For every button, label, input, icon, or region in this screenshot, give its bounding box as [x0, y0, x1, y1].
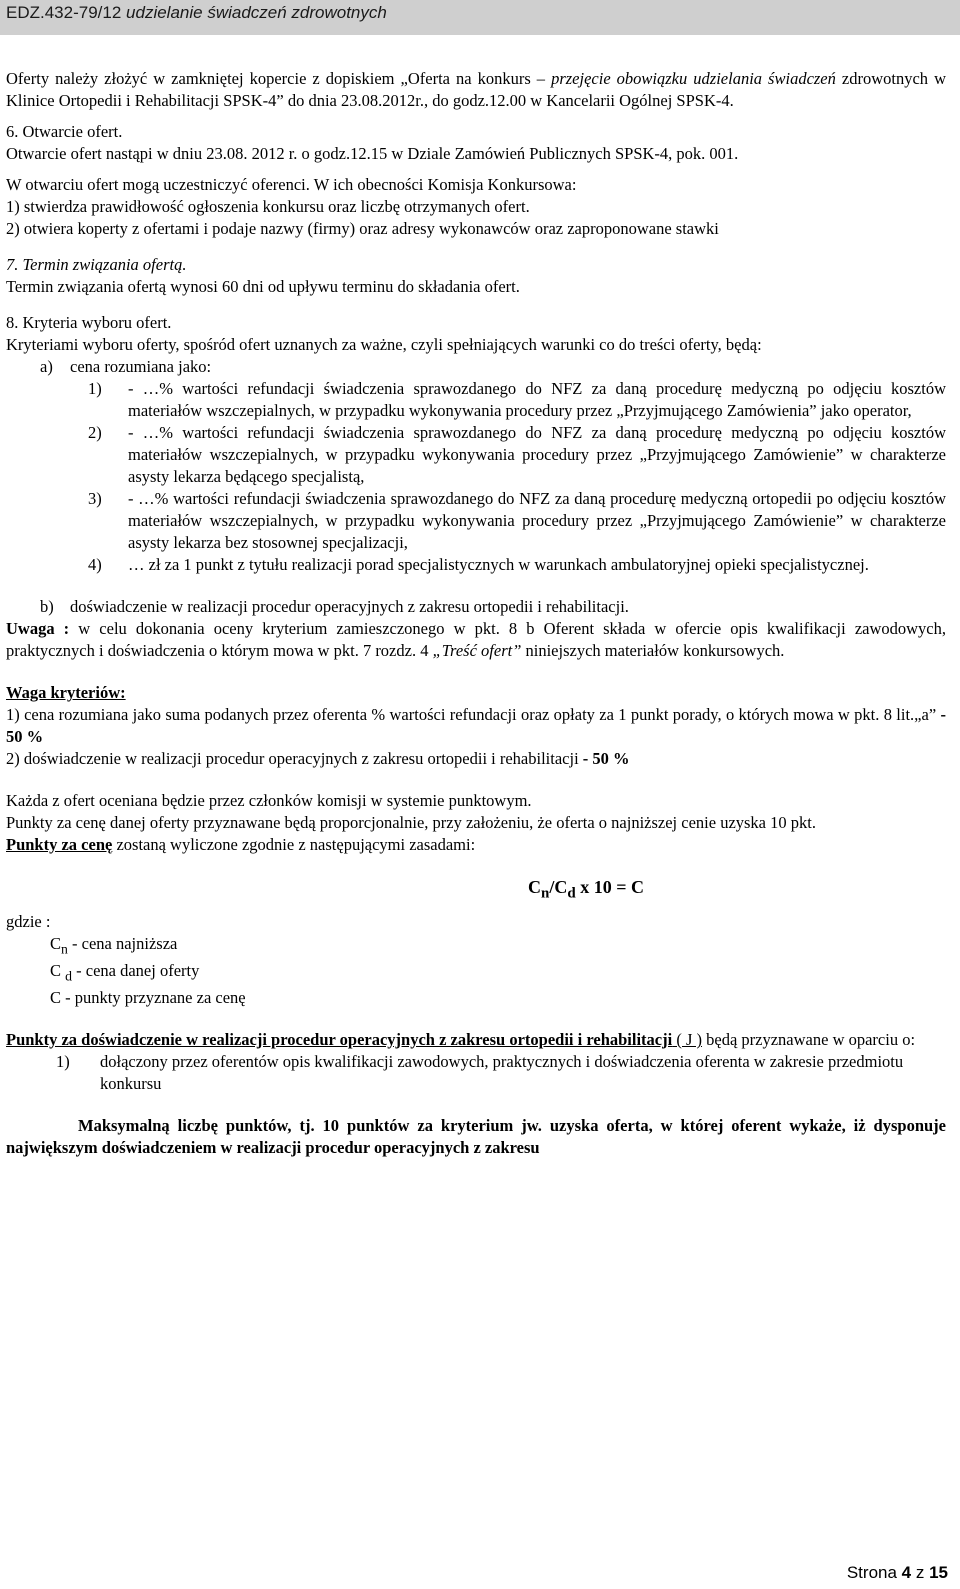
submission-paragraph: Oferty należy złożyć w zamkniętej kopercie z dopiskiem „Oferta na konkurs – przejęcie obowiązku udzielania świadczeń zdrowotnych w Klinice Ortopedii i Rehabilitacji SPSK-4” do dnia 23.08.2012r., do godz.12.00 w Kancelarii Ogólnej SPSK-4.: [6, 69, 946, 110]
experience-heading: Punkty za doświadczenie w realizacji procedur operacyjnych z zakresu ortopedii i rehabilitacji ( J ) będą przyznawane w oparciu o:: [6, 1030, 916, 1050]
section-6-step-2: 2) otwiera koperty z ofertami i podaje nazwy (firmy) oraz adresy wykonawców oraz zaproponowane stawki: [6, 219, 719, 238]
scoring-price-heading: Punkty za cenę zostaną wyliczone zgodnie z następującymi zasadami:: [6, 835, 476, 854]
price-formula: $C_n/C_d$ x 10 = C: [528, 877, 644, 902]
page-number: 4: [901, 1563, 912, 1582]
doc-subject: udzielanie świadczeń zdrowotnych: [126, 3, 387, 22]
page-total: 15: [929, 1563, 948, 1582]
weight-price: 1) cena rozumiana jako suma podanych przez oferenta % wartości refundacji oraz opłaty za 1 punkt porady, o których mowa w pkt. 8 lit.„a” - 50 %: [6, 705, 946, 746]
legend-offer-price: C $_d$ - cena danej oferty: [50, 960, 200, 984]
section-6-heading: 6. Otwarcie ofert.: [6, 122, 123, 141]
scoring-intro: Każda z ofert oceniana będzie przez członków komisji w systemie punktowym.: [6, 791, 532, 810]
section-6-opening-date: Otwarcie ofert nastąpi w dniu 23.08. 2012 r. o godz.12.15 w Dziale Zamówień Publicznych SPSK-4, pok. 001.: [6, 144, 739, 163]
page-header: [0, 0, 960, 35]
section-8-heading: 8. Kryteria wyboru ofert.: [6, 313, 172, 332]
scoring-price-rule: Punkty za cenę danej oferty przyznawane będą proporcjonalnie, przy założeniu, że oferta o najniższej cenie uzyska 10 pkt.: [6, 813, 816, 832]
max-points-paragraph: Maksymalną liczbę punktów, tj. 10 punktów za kryterium jw. uzyska oferta, w której oferent wykaże, iż dysponuje największym doświadczeniem w realizacji procedur operacyjnych z zakresu: [6, 1116, 946, 1158]
legend-points: C - punkty przyznane za cenę: [50, 988, 246, 1008]
doc-code: EDZ.432-79/12: [6, 3, 122, 22]
experience-item: 1) dołączony przez oferentów opis kwalifikacji zawodowych, praktycznych i doświadczenia oferenta w zakresie przedmiotu konkursu: [56, 1052, 904, 1094]
document-body: [6, 68, 946, 1159]
criterion-a-item: 3) - …% wartości refundacji świadczenia sprawozdanego do NFZ za daną procedurę medyczną ortopedii po odjęciu kosztów materiałów wszczepialnych, w przypadku wykonywania procedury przez „Przyjmującego Zamówienie” w charakterze asysty lekarza bez stosownej specjalizacji,: [88, 489, 946, 552]
criterion-a-item: 2) - …% wartości refundacji świadczenia sprawozdanego do NFZ za daną procedurę medyczną po odjęciu kosztów materiałów wszczepialnych, w przypadku wykonywania procedury przez „Przyjmującego Zamówienie” w charakterze asysty lekarza będącego specjalistą,: [88, 423, 946, 486]
weights-heading: Waga kryteriów:: [6, 683, 126, 702]
section-7-text: Termin związania ofertą wynosi 60 dni od upływu terminu do składania ofert.: [6, 277, 520, 296]
criterion-b: b) doświadczenie w realizacji procedur operacyjnych z zakresu ortopedii i rehabilitacji.: [40, 597, 629, 616]
uwaga-note: Uwaga : w celu dokonania oceny kryterium zamieszczonego w pkt. 8 b Oferent składa w ofercie opis kwalifikacji zawodowych, praktycznych i doświadczenia o którym mowa w pkt. 7 rozdz. 4 „Treść ofert” niniejszych materiałów konkursowych.: [6, 619, 946, 660]
formula-legend-heading: gdzie :: [6, 911, 51, 931]
section-8-intro: Kryteriami wyboru oferty, spośród ofert uznanych za ważne, czyli spełniających warunki co do treści oferty, będą:: [6, 335, 762, 354]
criterion-a-item: 4) … zł za 1 punkt z tytułu realizacji porad specjalistycznych w warunkach ambulatoryjnej opieki specjalistycznej.: [88, 555, 869, 574]
section-6-participants: W otwarciu ofert mogą uczestniczyć oferenci. W ich obecności Komisja Konkursowa:: [6, 175, 577, 194]
weight-experience: 2) doświadczenie w realizacji procedur operacyjnych z zakresu ortopedii i rehabilitacji - 50 %: [6, 749, 630, 768]
criterion-a: a) cena rozumiana jako:: [40, 357, 212, 376]
section-7-heading: 7. Termin związania ofertą.: [6, 255, 187, 274]
criterion-a-item: 1) - …% wartości refundacji świadczenia sprawozdanego do NFZ za daną procedurę medyczną po odjęciu kosztów materiałów wszczepialnych, w przypadku wykonywania procedury przez „Przyjmującego Zamówienia” jako operator,: [88, 379, 946, 420]
legend-lowest-price: $C_n$ - cena najniższa: [50, 933, 178, 956]
section-6-step-1: 1) stwierdza prawidłowość ogłoszenia konkursu oraz liczbę otrzymanych ofert.: [6, 197, 530, 216]
page-footer: Strona 4 z 15: [846, 1563, 948, 1582]
